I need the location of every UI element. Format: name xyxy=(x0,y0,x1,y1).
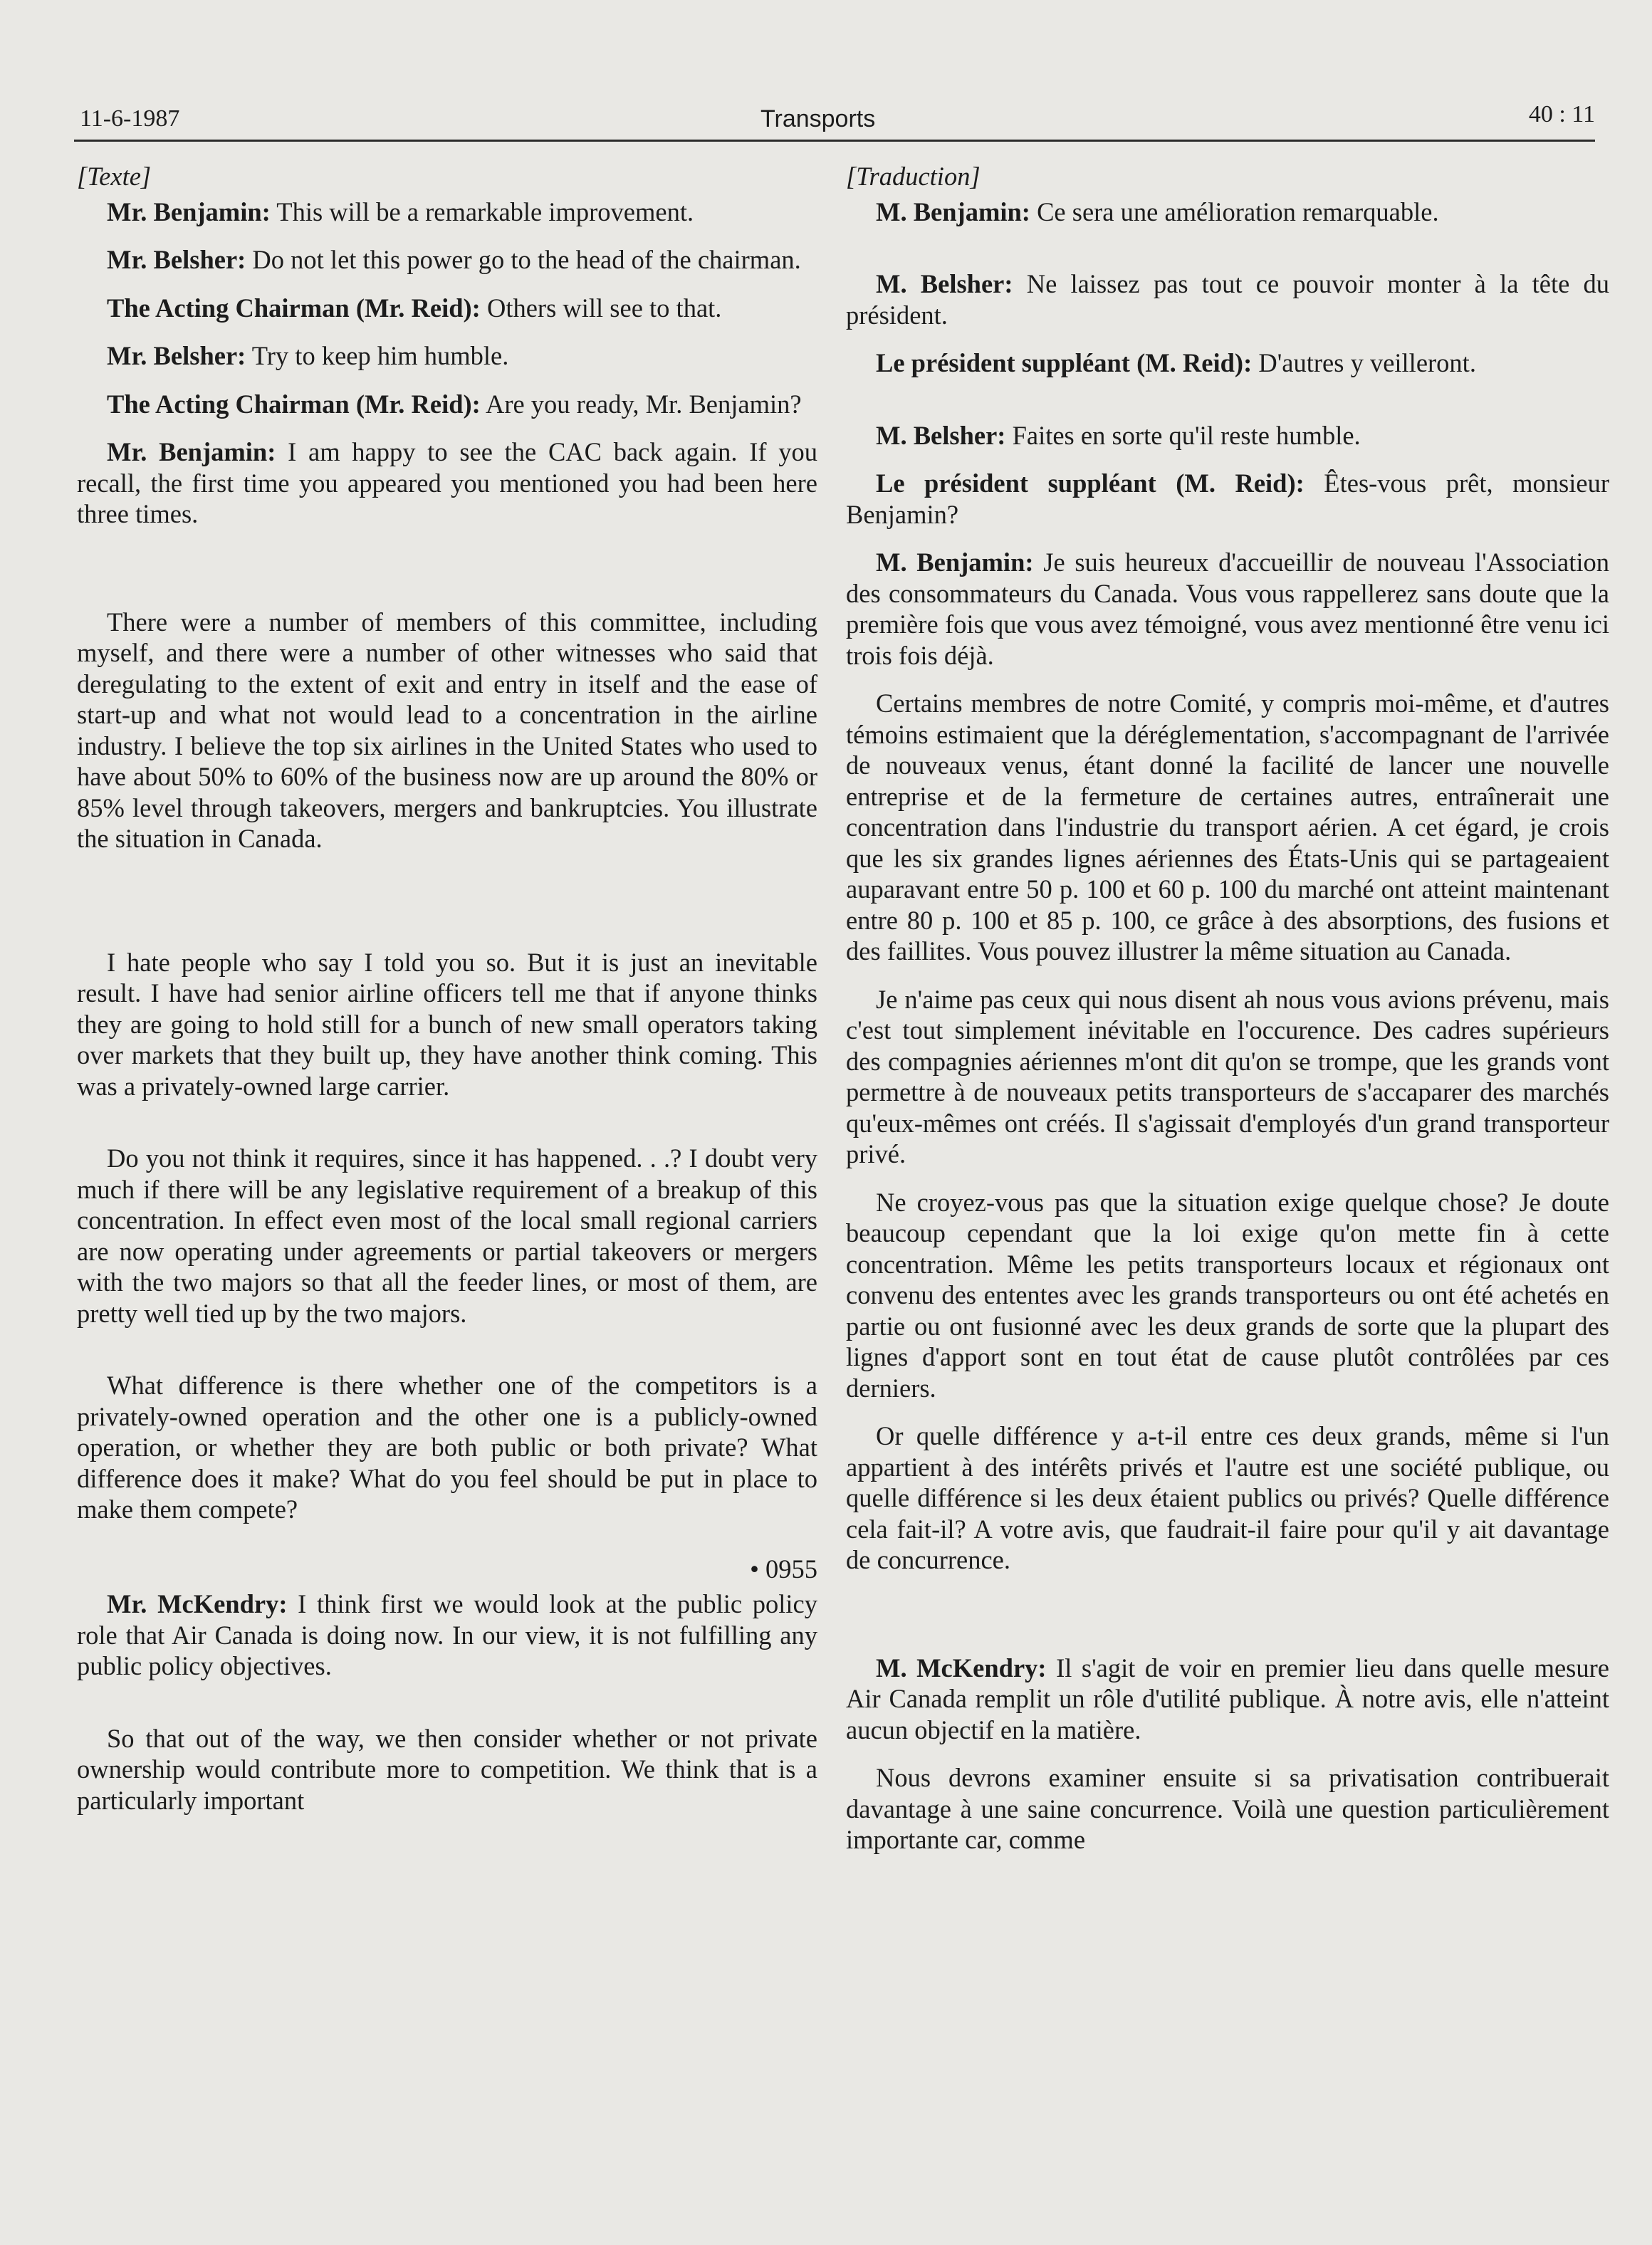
paragraph: Mr. Benjamin: I am happy to see the CAC back again. If you recall, the first time you appeared you mentioned you had been here three times. xyxy=(77,437,817,528)
column-heading: [Texte] xyxy=(77,162,152,191)
paragraph: The Acting Chairman (Mr. Reid): Are you ready, Mr. Benjamin? xyxy=(107,389,802,419)
paragraph: Do you not think it requires, since it has happened. . .? I doubt very much if there will be any legislative requirement of a breakup of this concentration. In effect even most of the local small regional carriers are now operating under agreements or partial takeovers or mergers with the two majors so that all the feeder lines, or most of them, are pretty well tied up by the two majors. xyxy=(77,1144,817,1328)
paragraph: What difference is there whether one of the competitors is a privately-owned operation and the other one is a publicly-owned operation, or whether they are both public or both private? What difference does it make? What do you feel should be put in place to make them compete? xyxy=(77,1371,817,1524)
paragraph: So that out of the way, we then consider whether or not private ownership would contribute more to competition. We think that is a particularly important xyxy=(77,1723,817,1815)
speaker-name: Mr. Belsher: xyxy=(107,341,246,370)
speaker-name: The Acting Chairman (Mr. Reid): xyxy=(107,389,481,419)
paragraph: M. Belsher: Ne laissez pas tout ce pouvoir monter à la tête du président. xyxy=(846,269,1609,330)
time-marker: • 0955 xyxy=(750,1554,817,1584)
speaker-name: Le président suppléant (M. Reid): xyxy=(876,348,1253,377)
paragraph: Mr. McKendry: I think first we would look at the public policy role that Air Canada is doing now. In our view, it is not fulfilling any public policy objectives. xyxy=(77,1589,817,1680)
paragraph: Le président suppléant (M. Reid): D'autres y veilleront. xyxy=(876,348,1476,377)
speaker-name: M. McKendry: xyxy=(876,1653,1047,1683)
header-page-number: 40 : 11 xyxy=(1528,101,1595,127)
paragraph: Je n'aime pas ceux qui nous disent ah nous vous avions prévenu, mais c'est tout simplement inévitable en l'occurence. Des cadres supérieurs des compagnies aériennes m'ont dit qu'on se trompe, que les grands vont permettre à de nouveaux petits transporteurs de s'accaparer des marchés qu'eux-mêmes ont créés. Il s'agissait d'employés d'un grand transporteur privé. xyxy=(846,984,1609,1168)
paragraph: Or quelle différence y a-t-il entre ces deux grands, même si l'un appartient à des intérêts privés et l'autre est une société publique, ou quelle différence si les deux étaient publics ou privés? Quelle différence cela fait-il? A votre avis, que faudrait-il faire pour qu'il y ait davantage de concurrence. xyxy=(846,1421,1609,1574)
paragraph: Ne croyez-vous pas que la situation exige quelque chose? Je doute beaucoup cependant que la loi exige qu'on mette fin à cette concentration. Même les petits transporteurs locaux et régionaux ont convenu des ententes avec les grands transporteurs ou ont été achetés en partie ou ont fusionné avec les deux grands de sorte que la plupart des lignes d'apport sont en tout état de cause plutôt contrôlées par ces derniers. xyxy=(846,1187,1609,1403)
speaker-name: M. Belsher: xyxy=(876,420,1006,450)
paragraph: Mr. Belsher: Do not let this power go to the head of the chairman. xyxy=(107,245,801,274)
paragraph: M. McKendry: Il s'agit de voir en premier lieu dans quelle mesure Air Canada remplit un rôle d'utilité publique. À notre avis, elle n'atteint aucun objectif en la matière. xyxy=(846,1653,1609,1744)
speaker-name: M. Belsher: xyxy=(876,269,1013,298)
paragraph: Mr. Benjamin: This will be a remarkable improvement. xyxy=(107,197,694,226)
header-rule xyxy=(74,140,1595,142)
paragraph: M. Benjamin: Je suis heureux d'accueillir de nouveau l'Association des consommateurs du Canada. Vous vous rappellerez sans doute que la première fois que vous avez témoigné, vous avez mentionné être venu ici trois fois déjà. xyxy=(846,548,1609,670)
speaker-name: Mr. Belsher: xyxy=(107,245,246,274)
header-title: Transports xyxy=(760,105,876,132)
speaker-name: Mr. Benjamin: xyxy=(107,197,271,226)
right-column xyxy=(846,161,1609,1856)
paragraph: Mr. Belsher: Try to keep him humble. xyxy=(107,341,509,370)
paragraph: I hate people who say I told you so. But it is just an inevitable result. I have had senior airline officers tell me that if anyone thinks they are going to hold still for a bunch of new small operators taking over markets that they built up, they have another think coming. This was a privately-owned large carrier. xyxy=(77,947,817,1101)
paragraph: Certains membres de notre Comité, y compris moi-même, et d'autres témoins estimaient que la déréglementation, s'accompagnant de l'arrivée de nouveaux venus, étant donné la facilité de lancer une nouvelle entreprise et de la fermeture de certaines autres, entraînerait une concentration dans l'industrie du transport aérien. A cet égard, je crois que les six grandes lignes aériennes des États-Unis qui se partageaient auparavant entre 50 p. 100 et 60 p. 100 du marché ont atteint maintenant entre 80 p. 100 et 85 p. 100, ce grâce à des absorptions, des fusions et des faillites. Vous pouvez illustrer la même situation au Canada. xyxy=(846,689,1609,965)
column-heading: [Traduction] xyxy=(846,162,981,191)
left-column xyxy=(77,161,817,1816)
speaker-name: Mr. McKendry: xyxy=(107,1589,288,1618)
speaker-name: Le président suppléant (M. Reid): xyxy=(876,469,1305,498)
paragraph: Le président suppléant (M. Reid): Êtes-vous prêt, monsieur Benjamin? xyxy=(846,469,1609,529)
paragraph: Nous devrons examiner ensuite si sa privatisation contribuerait davantage à une saine concurrence. Voilà une question particulièrement importante car, comme xyxy=(846,1763,1609,1854)
paragraph: The Acting Chairman (Mr. Reid): Others will see to that. xyxy=(107,293,722,323)
speaker-name: The Acting Chairman (Mr. Reid): xyxy=(107,293,481,323)
paragraph: M. Belsher: Faites en sorte qu'il reste humble. xyxy=(876,420,1361,450)
speaker-name: M. Benjamin: xyxy=(876,197,1030,226)
speaker-name: M. Benjamin: xyxy=(876,548,1034,577)
speaker-name: Mr. Benjamin: xyxy=(107,437,276,466)
paragraph: There were a number of members of this committee, including myself, and there were a number of other witnesses who said that deregulating to the extent of exit and entry in itself and the ease of start-up and what not would lead to a concentration in the airline industry. I believe the top six airlines in the United States who used to have about 50% to 60% of the business now are up around the 80% or 85% level through takeovers, mergers and bankruptcies. You illustrate the situation in Canada. xyxy=(77,607,817,853)
paragraph: M. Benjamin: Ce sera une amélioration remarquable. xyxy=(876,197,1439,226)
header-date: 11-6-1987 xyxy=(80,105,180,132)
